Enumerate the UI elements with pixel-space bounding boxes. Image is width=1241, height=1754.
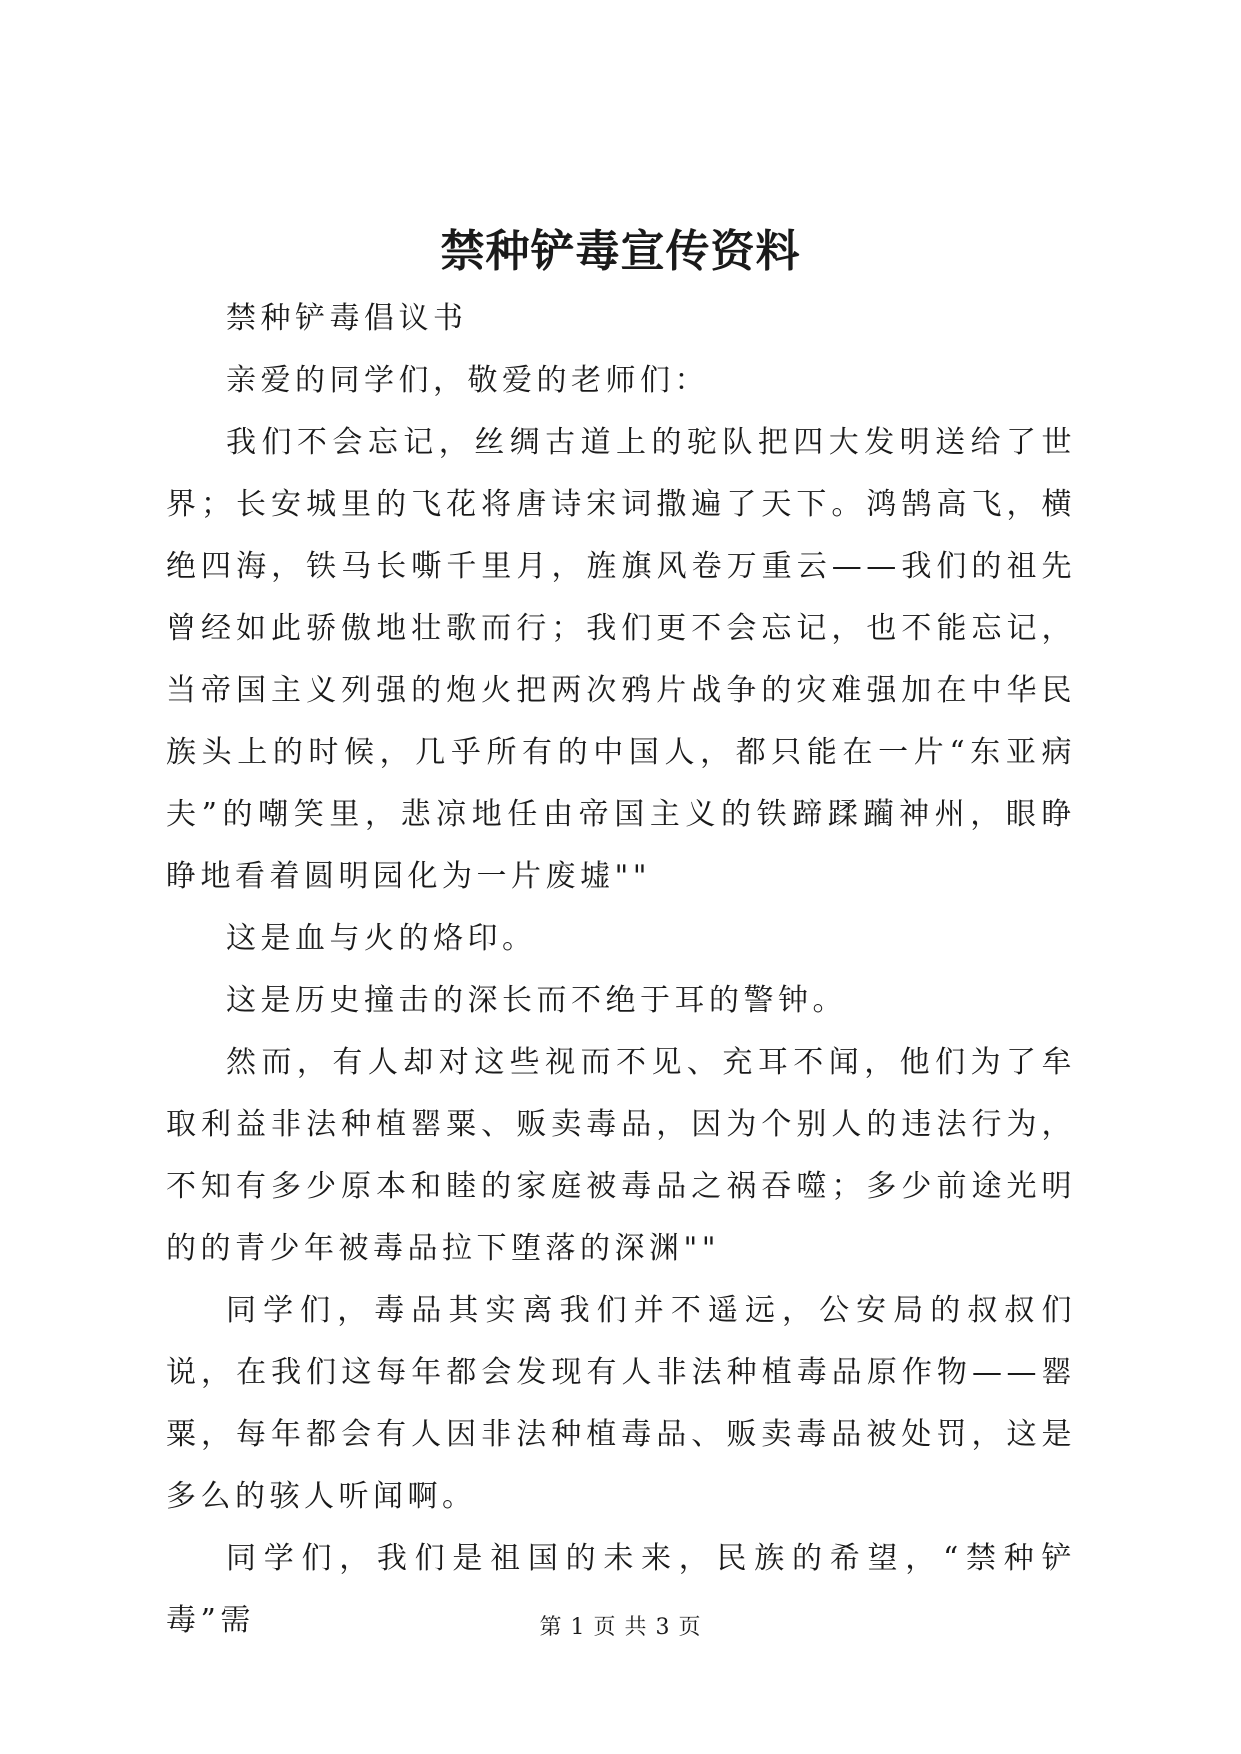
document-title: 禁种铲毒宣传资料 xyxy=(440,226,801,277)
page-number: 第 1 页 共 3 页 xyxy=(539,1615,702,1640)
paragraph-brand: 这是血与火的烙印。 xyxy=(226,921,537,956)
paragraph-history: 我们不会忘记，丝绸古道上的驼队把四大发明送给了世界；长安城里的飞花将唐诗宋词撒遍了天下。鸿鹄高飞，横绝四海，铁马长嘶千里月，旌旗风卷万重云——我们的祖先曾经如此骄傲地壮歌而行；我们更不会忘记，也不能忘记，当帝国主义列强的炮火把两次鸦片战争的灾难强加在中华民族头上的时候，几乎所有的中国人，都只能在一片“东亚病夫”的嘲笑里，悲凉地任由帝国主义的铁蹄蹂躏神州，眼睁睁地看着圆明园化为一片废墟"" xyxy=(166,425,1076,894)
paragraph-heading: 禁种铲毒倡议书 xyxy=(226,301,468,336)
paragraph-illegal-planting: 然而，有人却对这些视而不见、充耳不闻，他们为了牟取利益非法种植罂粟、贩卖毒品，因为个别人的违法行为，不知有多少原本和睦的家庭被毒品之祸吞噬；多少前途光明的的青少年被毒品拉下堕落的深渊"" xyxy=(166,1045,1076,1266)
paragraph-salutation: 亲爱的同学们，敬爱的老师们： xyxy=(226,363,709,398)
document-body xyxy=(166,288,1076,1652)
paragraph-alarm-bell: 这是历史撞击的深长而不绝于耳的警钟。 xyxy=(226,983,847,1018)
paragraph-police-warning: 同学们，毒品其实离我们并不遥远，公安局的叔叔们说，在我们这每年都会发现有人非法种植毒品原作物——罂粟，每年都会有人因非法种植毒品、贩卖毒品被处罚，这是多么的骇人听闻啊。 xyxy=(166,1293,1076,1514)
paragraph-call-to-action: 同学们，我们是祖国的未来，民族的希望，“禁种铲毒”需 xyxy=(166,1541,1076,1638)
